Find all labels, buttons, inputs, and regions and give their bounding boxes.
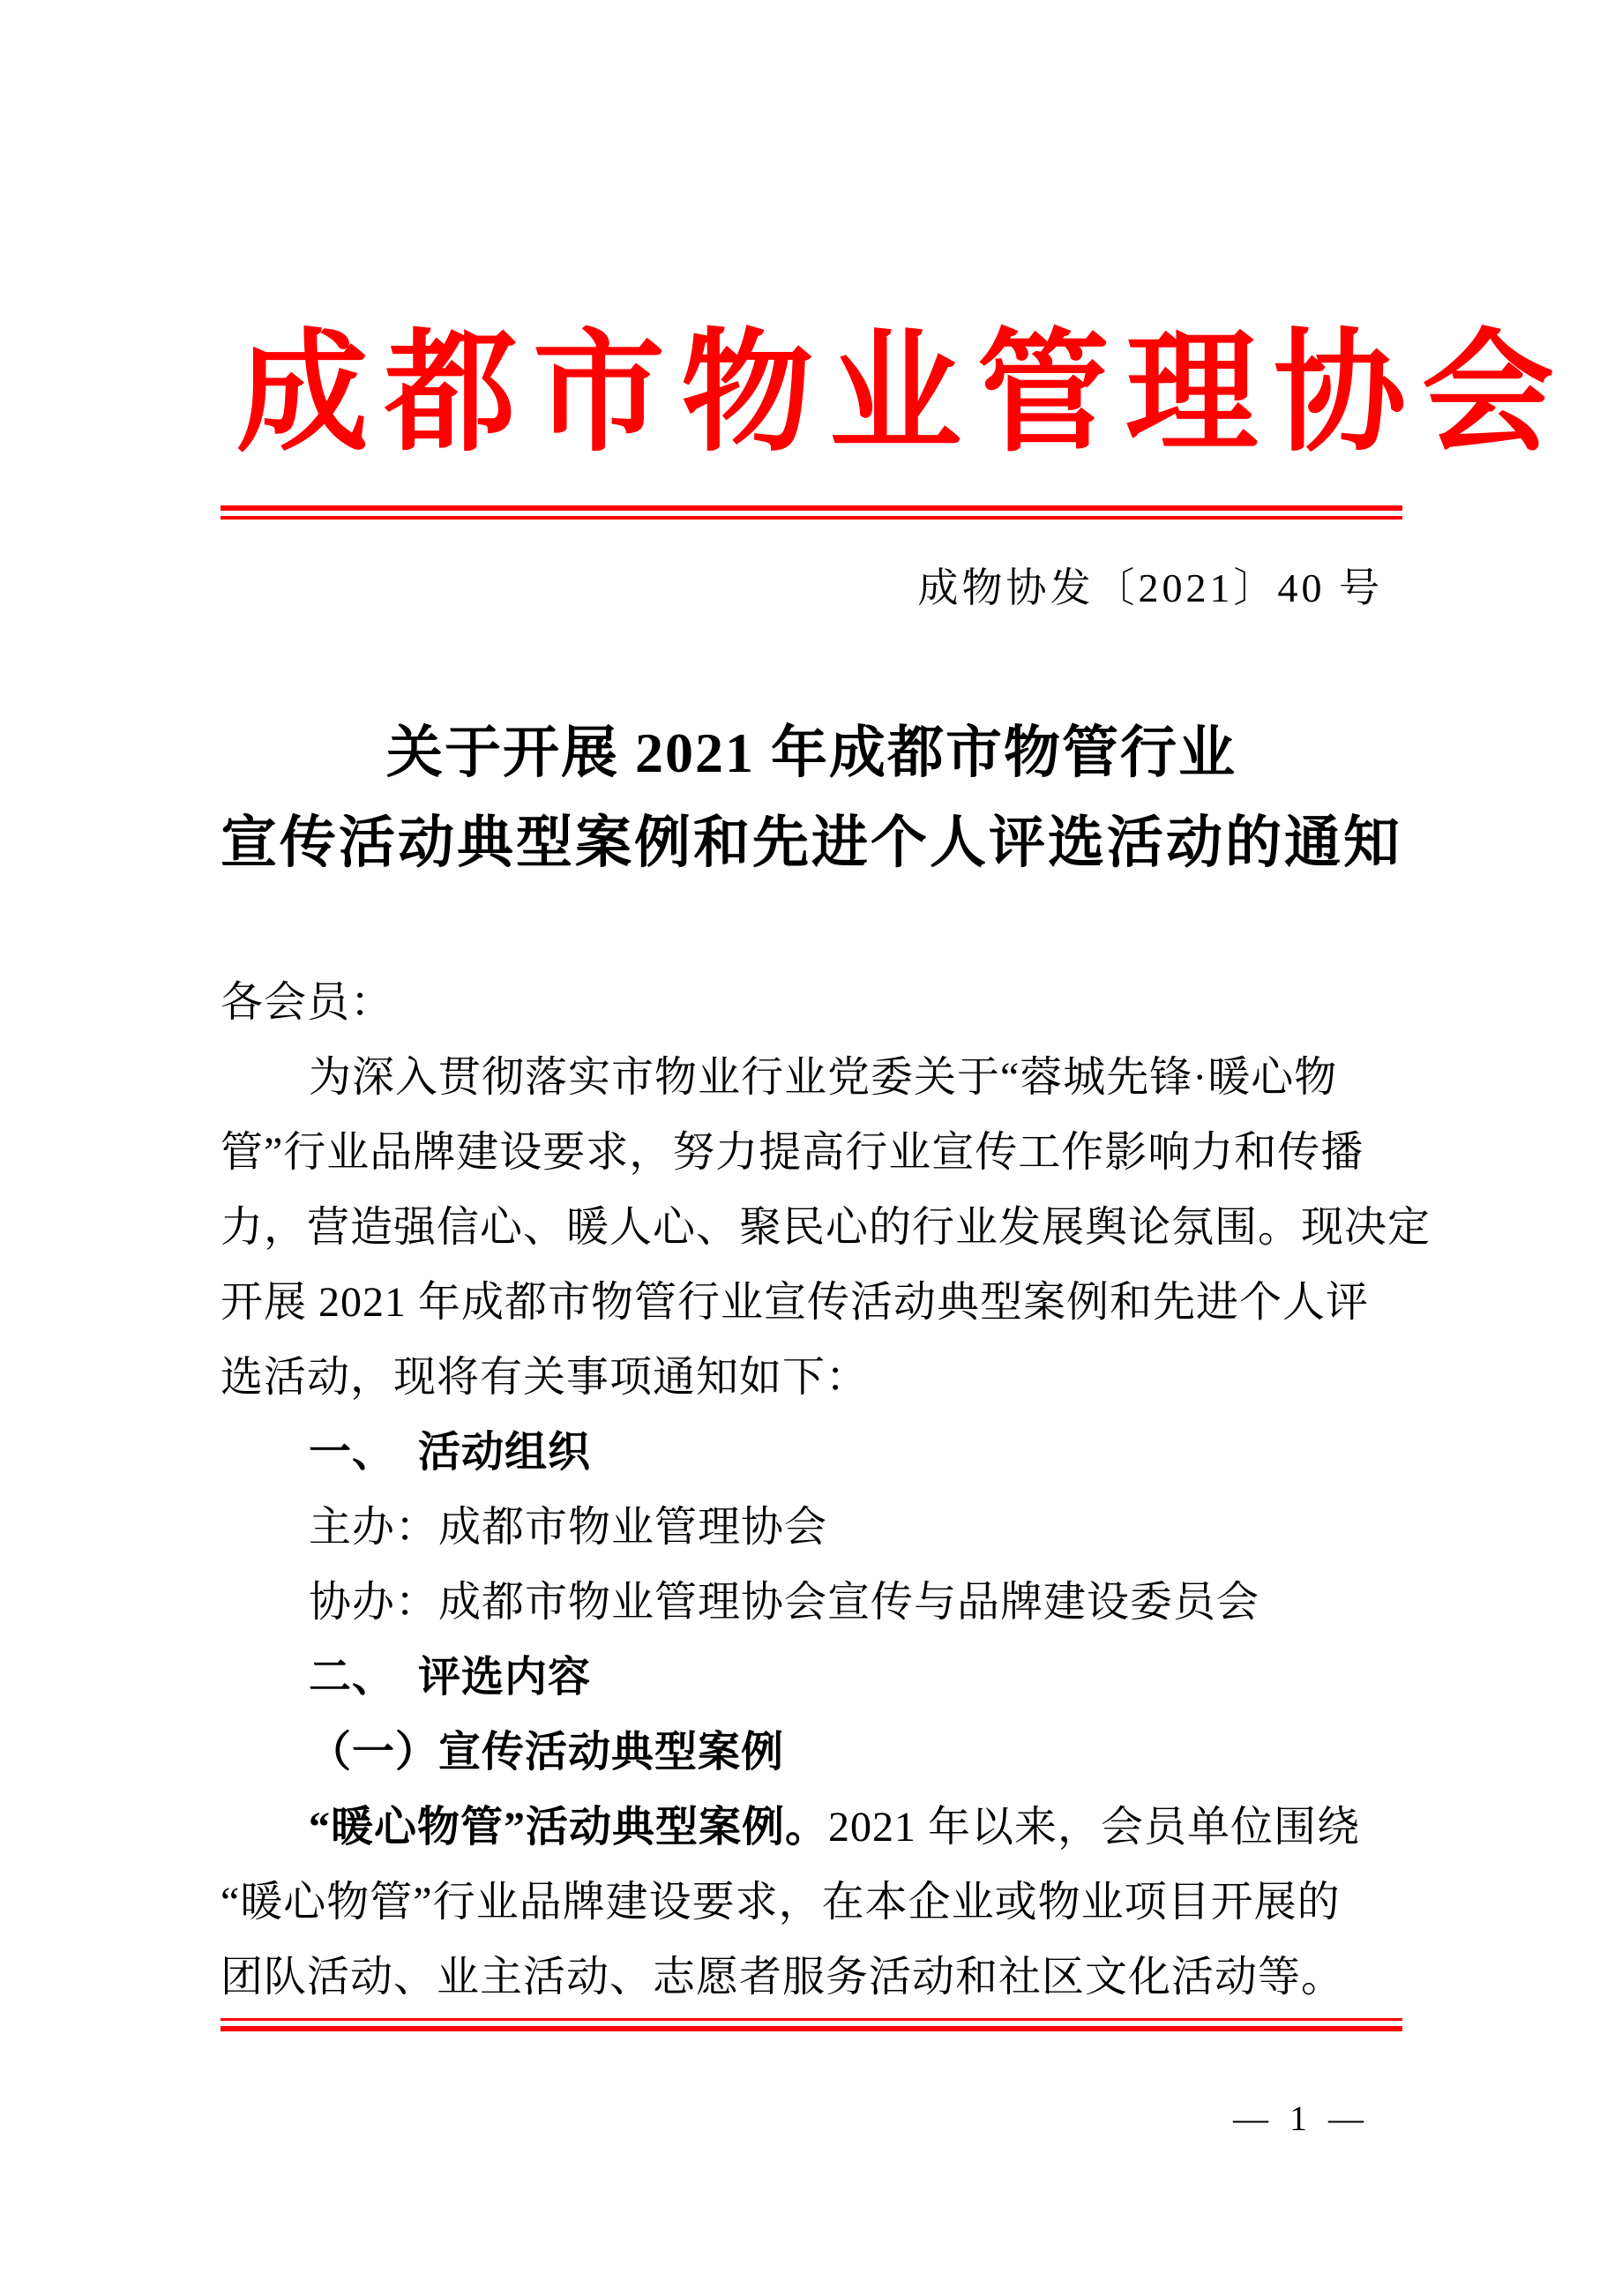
body-line: 力，营造强信心、暖人心、聚民心的行业发展舆论氛围。现决定 — [221, 1204, 1431, 1251]
notice-title-line2: 宣传活动典型案例和先进个人评选活动的通知 — [221, 811, 1402, 874]
salutation — [221, 965, 1406, 1040]
header-rule-thick — [221, 505, 1402, 511]
header-rule-thin — [221, 516, 1402, 520]
section-number: 二、 — [309, 1654, 396, 1701]
page-number: — 1 — — [1233, 2098, 1364, 2138]
footer-rule-thin — [221, 2018, 1402, 2021]
organizer-line: 主办：成都市物业管理协会 — [309, 1504, 828, 1551]
section-heading-1 — [221, 1415, 1406, 1490]
body-line: “暖心物管”行业品牌建设要求，在本企业或物业项目开展的 — [221, 1879, 1341, 1926]
body-line: 开展 2021 年成都市物管行业宣传活动典型案例和先进个人评 — [221, 1279, 1370, 1326]
letterhead-org-name: 成都市物业管理协会 — [236, 321, 1571, 467]
body-line: 团队活动、业主活动、志愿者服务活动和社区文化活动等。 — [221, 1954, 1345, 2001]
section-number: 一、 — [309, 1429, 396, 1476]
footer-rule-thick — [221, 2026, 1402, 2031]
section-heading-2 — [221, 1640, 1406, 1715]
salutation-text: 各会员： — [221, 979, 394, 1026]
notice-title-line1: 关于开展 2021 年成都市物管行业 — [386, 722, 1237, 784]
subsection-heading: （一）宣传活动典型案例 — [309, 1729, 785, 1776]
body-line: 为深入贯彻落实市物业行业党委关于“蓉城先锋·暖心物 — [309, 1054, 1338, 1101]
section-heading-text: 评选内容 — [418, 1654, 592, 1701]
body-line: 管”行业品牌建设要求，努力提高行业宣传工作影响力和传播 — [221, 1129, 1364, 1176]
notice-body — [221, 965, 1431, 2015]
section-heading-text: 活动组织 — [418, 1429, 592, 1476]
co-organizer-line: 协办：成都市物业管理协会宣传与品牌建设委员会 — [309, 1579, 1260, 1626]
document-reference-number: 成物协发〔2021〕40 号 — [917, 565, 1383, 610]
body-line: 选活动，现将有关事项通知如下： — [221, 1354, 870, 1401]
body-line: “暖心物管”活动典型案例。2021 年以来，会员单位围绕 — [309, 1804, 1361, 1851]
emphasis-text: “暖心物管”活动典型案例。 — [309, 1804, 829, 1851]
